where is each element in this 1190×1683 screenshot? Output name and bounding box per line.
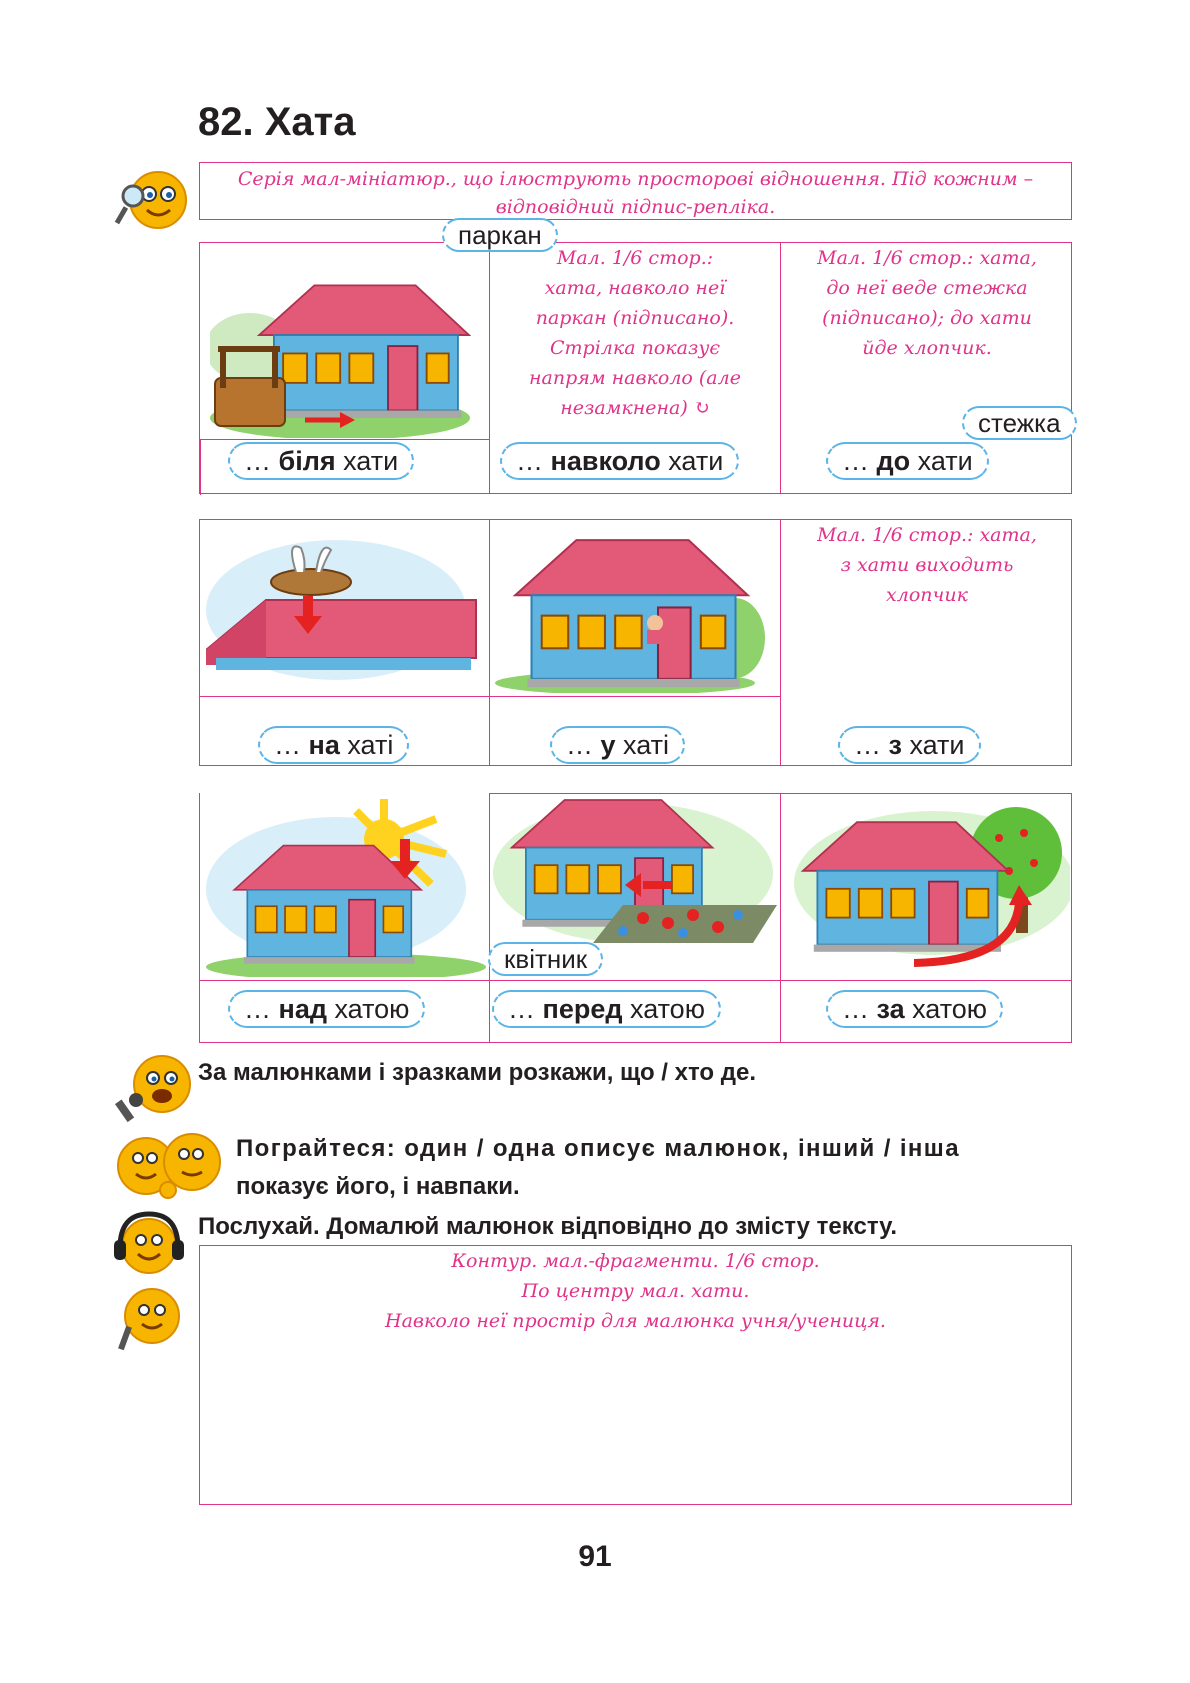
cell-3-note: Мал. 1/6 стор.: хата, до неї веде стежка (підписано); до хати йде хлопчик. [817,247,1037,359]
caption-nad-khatoyu: … над хатою [228,990,425,1028]
page-number: 91 [578,1540,612,1573]
page-title: 82. Хата [198,100,356,144]
tree-behind-house-picture [784,793,1070,973]
drawing-area-note: Контур. мал.-фрагменти. 1/6 стор. По центру мал. хати. Навколо неї простір для малюнка учня/учениця. [385,1250,886,1332]
smiley-microphone-icon [110,1052,194,1126]
house-near-well-picture [210,278,485,438]
caption-u-khati: … у хаті [550,726,685,764]
caption-bilya-khaty: … біля хати [228,442,414,480]
caption-za-khatoyu: … за хатою [826,990,1003,1028]
task-3-text: Послухай. Домалюй малюнок відповідно до змісту тексту. [198,1213,898,1240]
caption-do-khaty: … до хати [826,442,989,480]
task-2-line-1: Пограйтеся: один / одна описує малюнок, інший / інша [236,1135,960,1162]
cell-6-note: Мал. 1/6 стор.: хата, з хати виходить хлопчик [817,524,1037,606]
caption-na-khati: … на хаті [258,726,409,764]
cell-2-note: Мал. 1/6 стор.: хата, навколо неї паркан (підписано). Стрілка показує напрям навколо (але незамкнена) ↻ [529,247,741,419]
intro-note-line: Серія мал-мініатюр., що ілюструють просторові відношення. Під кожним – [237,168,1034,190]
intro-note-box [199,162,1072,220]
smiley-headphones-icon [112,1210,186,1280]
label-kvitnyk: квітник [488,942,603,976]
caption-z-khaty: … з хати [838,726,981,764]
task-1-text: За малюнками і зразками розкажи, що / хто де. [198,1059,756,1086]
smiley-magnifier-icon [113,170,193,232]
task-2-line-2: показує його, і навпаки. [236,1173,520,1200]
label-parkan: паркан [442,218,558,252]
caption-pered-khatoyu: … перед хатою [492,990,721,1028]
drawing-area-box[interactable] [199,1245,1072,1505]
sun-over-house-picture [206,799,486,977]
caption-navkolo-khaty: … навколо хати [500,442,739,480]
smiley-pencil-icon [112,1282,186,1354]
intro-note-line: відповідний підпис-репліка. [495,196,776,218]
flower-bed-in-front-of-house-picture [493,793,777,943]
child-in-house-picture [495,528,775,693]
stork-nest-on-roof-picture [206,530,486,695]
label-stezhka: стежка [962,406,1077,440]
two-smileys-icon [112,1130,232,1202]
